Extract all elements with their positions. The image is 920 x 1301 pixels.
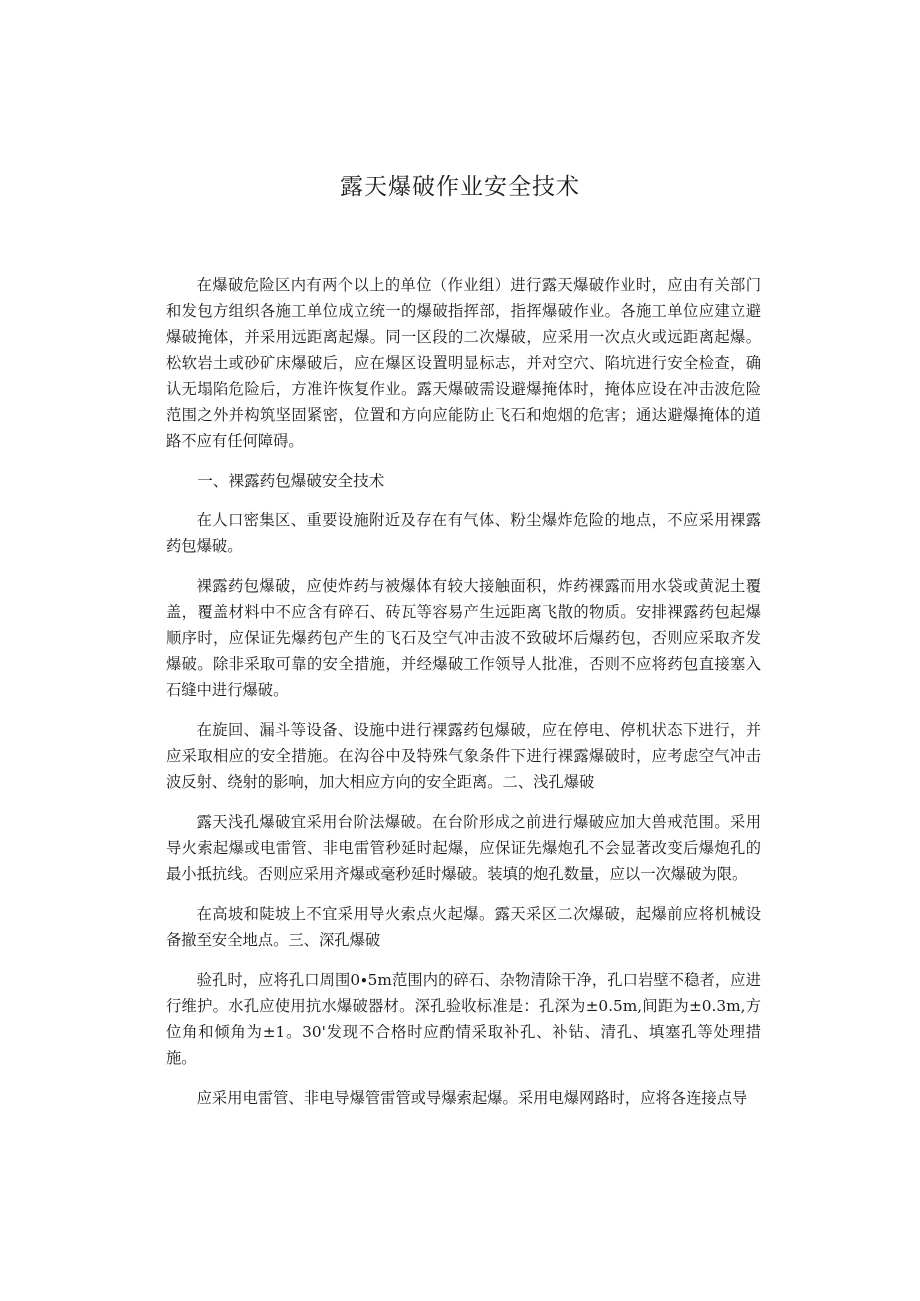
paragraph: 裸露药包爆破，应使炸药与被爆体有较大接触面积，炸药裸露而用水袋或黄泥土覆盖，覆盖材料中不应含有碎石、砖瓦等容易产生远距离飞散的物质。安排裸露药包起爆顺序时，应保证先爆药包产生的飞石及空气冲击波不致破坏后爆药包，否则应采取齐发爆破。除非采取可靠的安全措施，并经爆破工作领导人批准，否则不应将药包直接塞入石缝中进行爆破。 <box>166 577 761 699</box>
paragraph: 露天浅孔爆破宜采用台阶法爆破。在台阶形成之前进行爆破应加大兽戒范围。采用导火索起爆或电雷管、非电雷管秒延时起爆，应保证先爆炮孔不会显著改变后爆炮孔的最小抵抗线。否则应采用齐爆或毫秒延时爆破。装填的炮孔数量，应以一次爆破为限。 <box>166 813 761 883</box>
section-heading-bare-charge: 一、裸露药包爆破安全技术 <box>197 472 385 490</box>
document-title: 露天爆破作业安全技术 <box>340 174 580 200</box>
document-body <box>166 272 761 1125</box>
paragraph-intro: 在爆破危险区内有两个以上的单位（作业组）进行露天爆破作业时，应由有关部门和发包方组织各施工单位成立统一的爆破指挥部，指挥爆破作业。各施工单位应建立避爆破掩体，并采用远距离起爆。同一区段的二次爆破，应采用一次点火或远距离起爆。松软岩土或砂矿床爆破后，应在爆区设置明显标志，并对空穴、陷坑进行安全检查，确认无塌陷危险后，方准许恢复作业。露天爆破需设避爆掩体时，掩体应设在冲击波危险范围之外并构筑坚固紧密，位置和方向应能防止飞石和炮烟的危害；通达避爆掩体的道路不应有任何障碍。 <box>166 276 761 450</box>
paragraph: 应采用电雷管、非电导爆管雷管或导爆索起爆。采用电爆网路时，应将各连接点导 <box>196 1089 748 1107</box>
paragraph: 在高坡和陡坡上不宜采用导火索点火起爆。露天采区二次爆破，起爆前应将机械设备撤至安全地点。三、深孔爆破 <box>166 905 761 949</box>
paragraph: 在人口密集区、重要设施附近及存在有气体、粉尘爆炸危险的地点，不应采用裸露药包爆破。 <box>166 511 761 555</box>
paragraph: 验孔时，应将孔口周围0∙5m范围内的碎石、杂物清除干净，孔口岩壁不稳者，应进行维护。水孔应使用抗水爆破器材。深孔验收标准是：孔深为±0.5m,间距为±0.3m,方位角和倾角为±1。30'发现不合格时应酌情采取补孔、补钻、清孔、填塞孔等处理措施。 <box>166 971 761 1067</box>
paragraph: 在旋回、漏斗等设备、设施中进行裸露药包爆破，应在停电、停机状态下进行，并应采取相应的安全措施。在沟谷中及特殊气象条件下进行裸露爆破时，应考虑空气冲击波反射、绕射的影响，加大相应方向的安全距离。二、浅孔爆破 <box>166 721 761 791</box>
